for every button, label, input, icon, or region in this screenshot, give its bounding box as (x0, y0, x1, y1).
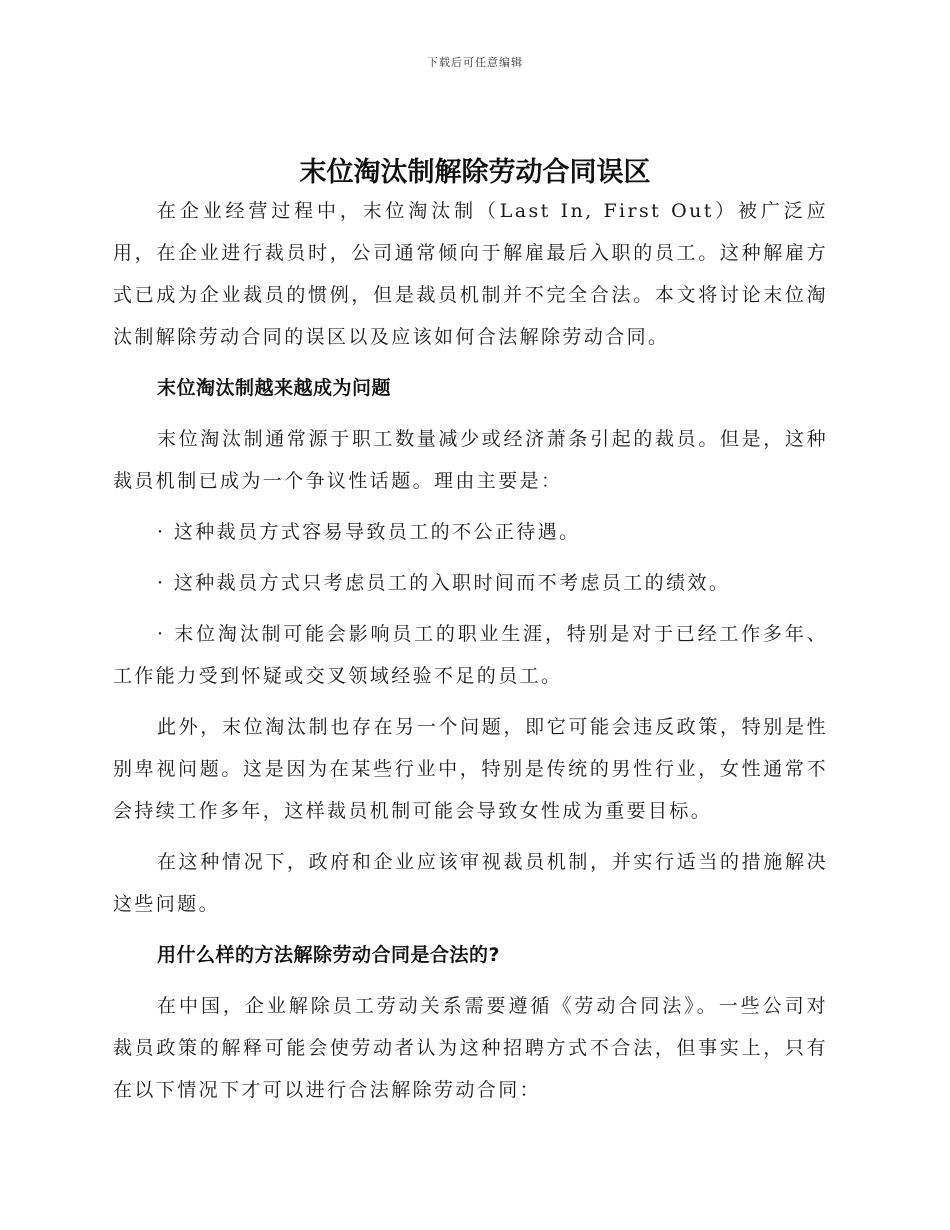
bullet-item: · 这种裁员方式只考虑员工的入职时间而不考虑员工的绩效。 (157, 572, 731, 594)
section1-paragraph-1: 末位淘汰制通常源于职工数量减少或经济萧条引起的裁员。但是，这种裁员机制已成为一个争议性话题。理由主要是： (113, 428, 828, 492)
section1-paragraph-3: 在这种情况下，政府和企业应该审视裁员机制，并实行适当的措施解决这些问题。 (113, 851, 828, 915)
section-heading-problem: 末位淘汰制越来越成为问题 (157, 377, 392, 399)
header-note: 下载后可任意编辑 (427, 56, 523, 69)
document-body (113, 190, 828, 1111)
bullet-item: · 这种裁员方式容易导致员工的不公正待遇。 (157, 521, 581, 543)
section2-paragraph-1: 在中国，企业解除员工劳动关系需要遵循《劳动合同法》。一些公司对裁员政策的解释可能会使劳动者认为这种招聘方式不合法，但事实上，只有在以下情况下才可以进行合法解除劳动合同： (113, 995, 828, 1101)
intro-paragraph: 在企业经营过程中，末位淘汰制（Last In, First Out）被广泛应用，在企业进行裁员时，公司通常倾向于解雇最后入职的员工。这种解雇方式已成为企业裁员的惯例，但是裁员机制并不完全合法。本文将讨论末位淘汰制解除劳动合同的误区以及应该如何合法解除劳动合同。 (113, 200, 828, 348)
section-heading-legal-methods: 用什么样的方法解除劳动合同是合法的? (157, 944, 501, 966)
document-title: 末位淘汰制解除劳动合同误区 (299, 157, 651, 188)
section1-paragraph-2: 此外，末位淘汰制也存在另一个问题，即它可能会违反政策，特别是性别卑视问题。这是因为在某些行业中，特别是传统的男性行业，女性通常不会持续工作多年，这样裁员机制可能会导致女性成为重要目标。 (113, 716, 828, 822)
bullet-item: · 末位淘汰制可能会影响员工的职业生涯，特别是对于已经工作多年、工作能力受到怀疑或交叉领域经验不足的员工。 (113, 623, 828, 687)
